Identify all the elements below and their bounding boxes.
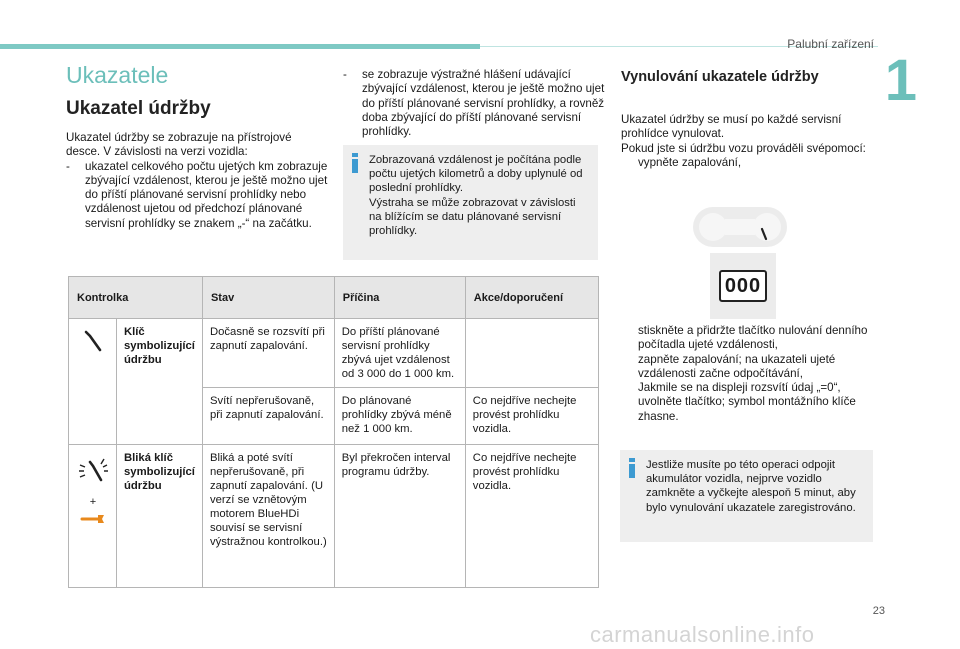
list-item — [66, 160, 328, 231]
display-digits: 000 — [719, 270, 767, 302]
info-box — [343, 145, 598, 260]
table-cell: Bliká a poté svítí nepřerušovaně, při zapnutí zapalování. (U verzí se vznětovým motorem BlueHDi souvisí se servisní výstražnou kontrolkou.) — [202, 445, 334, 588]
second-column — [343, 68, 605, 139]
table-cell: Bliká klíč symbolizující údržbu — [117, 445, 203, 588]
paragraph: Ukazatel údržby se musí po každé servisní prohlídce vynulovat. — [621, 113, 842, 141]
orange-wrench-icon — [80, 513, 106, 525]
wrench-icon — [81, 329, 105, 353]
indicator-table — [68, 276, 599, 588]
reset-intro — [621, 113, 883, 170]
table-cell — [69, 319, 117, 445]
info-text: Výstraha se může zobrazovat v závislosti na blížícím se datu plánované servisní prohlídky. — [369, 196, 576, 238]
table-cell: Do příští plánované servisní prohlídky zbývá ujet vzdálenost od 3 000 do 1 000 km. — [334, 319, 465, 388]
list-item — [343, 68, 605, 139]
odometer-display — [710, 253, 776, 319]
list-item — [621, 353, 883, 382]
table-cell: Co nejdříve nechejte provést prohlídku vozidla. — [465, 388, 598, 445]
list-item — [621, 381, 883, 424]
paragraph: Pokud jste si údržbu vozu prováděli svépomocí: — [621, 141, 866, 155]
table-header: Kontrolka — [69, 277, 203, 319]
info-text: Zobrazovaná vzdálenost je počítána podle počtu ujetých kilometrů a doby uplynulé od poslední prohlídky. — [369, 154, 583, 195]
arrow-bullet-icon — [621, 353, 638, 382]
table-cell — [69, 445, 117, 588]
list-item-text: vypněte zapalování, — [638, 155, 742, 169]
chapter-number: 1 — [884, 48, 917, 113]
list-item-text: se zobrazuje výstražné hlášení udávající zbývající vzdálenost, kterou je ještě možno ujet do příští plánované servisní prohlídky, a rovněž doba zbývající do příští plánované servisní prohlídky. — [362, 68, 605, 139]
table-header-row — [69, 277, 599, 319]
info-box — [620, 450, 873, 542]
table-header: Akce/doporučení — [465, 277, 598, 319]
arrow-bullet-icon — [621, 156, 638, 170]
page-title: Ukazatele — [66, 62, 169, 88]
intro-column — [66, 131, 328, 231]
table-cell: Byl překročen interval programu údržby. — [334, 445, 465, 588]
dash-marker: - — [343, 68, 347, 81]
watermark: carmanualsonline.info — [590, 622, 815, 647]
info-icon — [626, 458, 638, 478]
list-item-text: Jakmile se na displeji rozsvítí údaj „=0“, uvolněte tlačítko; symbol montážního klíče zhasne. — [638, 381, 856, 423]
list-item-text: ukazatel celkového počtu ujetých km zobrazuje zbývající vzdálenost, kterou je ještě možno ujet do příští plánované servisní prohlídky nebo vzdálenost ujetou od předchozí plánované servisní prohlídky se znakem „-“ na začátku. — [85, 159, 328, 230]
info-text: Jestliže musíte po této operaci odpojit akumulátor vozidla, nejprve vozidlo zamkněte a vyčkejte alespoň 5 minut, aby bylo vynulování ukazatele zaregistrováno. — [646, 459, 856, 514]
instrument-cluster-icon — [685, 204, 795, 250]
arrow-bullet-icon — [621, 324, 638, 353]
header-accent-bar — [0, 44, 480, 49]
list-item-text: stiskněte a přidržte tlačítko nulování denního počítadla ujeté vzdálenosti, — [638, 324, 868, 352]
arrow-bullet-icon — [621, 381, 638, 424]
list-item — [621, 156, 883, 170]
table-cell: Do plánované prohlídky zbývá méně než 1 000 km. — [334, 388, 465, 445]
table-cell: Co nejdříve nechejte provést prohlídku vozidla. — [465, 445, 598, 588]
reset-heading: Vynulování ukazatele údržby — [621, 69, 819, 85]
section-title: Palubní zařízení — [787, 37, 874, 51]
info-icon — [349, 153, 361, 173]
table-cell: Svítí nepřerušovaně, při zapnutí zapalování. — [202, 388, 334, 445]
table-row — [69, 319, 599, 388]
list-item — [621, 324, 883, 353]
section-heading: Ukazatel údržby — [66, 98, 211, 119]
table-header: Stav — [202, 277, 334, 319]
table-header: Příčina — [334, 277, 465, 319]
flashing-wrench-icon — [76, 455, 110, 489]
plus-sign: + — [89, 496, 97, 508]
table-cell: Klíč symbolizující údržbu — [117, 319, 203, 445]
table-row — [69, 445, 599, 588]
table-cell — [465, 319, 598, 388]
table-cell: Dočasně se rozsvítí při zapnutí zapalování. — [202, 319, 334, 388]
list-item-text: zapněte zapalování; na ukazateli ujeté vzdálenosti začne odpočítávání, — [638, 352, 836, 380]
intro-paragraph: Ukazatel údržby se zobrazuje na přístrojové desce. V závislosti na verzi vozidla: — [66, 131, 292, 159]
dash-marker: - — [66, 159, 70, 173]
page-number: 23 — [872, 605, 885, 617]
reset-steps — [621, 324, 883, 424]
